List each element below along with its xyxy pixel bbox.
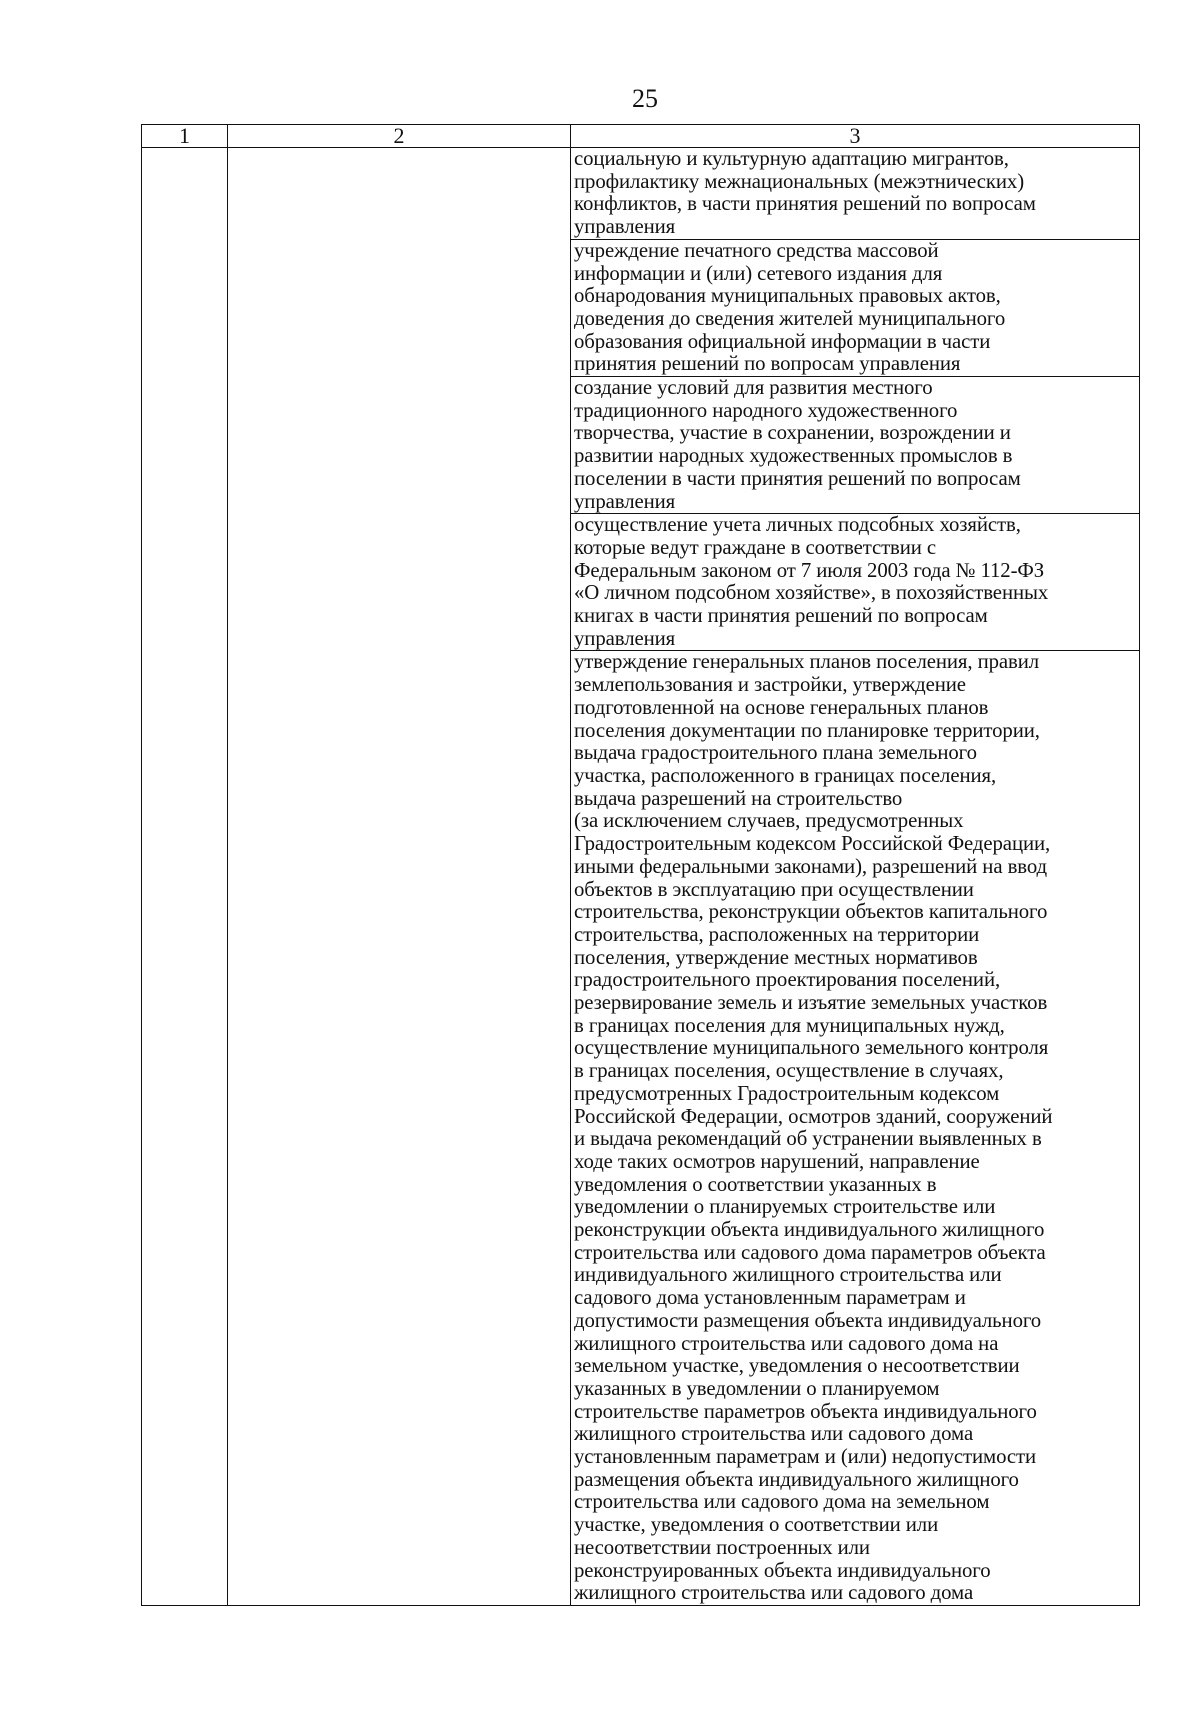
table-cell-col3 <box>571 148 1140 240</box>
table-cell-col3 <box>571 514 1140 651</box>
row-text: социальную и культурную адаптацию мигрантов, профилактику межнациональных (межэтнических) конфликтов, в части принятия решений по вопросам управления <box>574 147 1036 239</box>
column-header-1: 1 <box>142 125 228 148</box>
table-cell-col1 <box>142 148 228 1606</box>
page-number: 25 <box>632 84 658 113</box>
table-cell-col3 <box>571 239 1140 376</box>
document-table <box>141 124 1140 1606</box>
column-header-2: 2 <box>228 125 571 148</box>
table-cell-col3 <box>571 651 1140 1606</box>
column-header-3: 3 <box>571 125 1140 148</box>
row-text: утверждение генеральных планов поселения, правил землепользования и застройки, утверждение подготовленной на основе генеральных планов поселения документации по планировке территории, выдача градостроительного плана земельного участка, расположенного в границах поселения, выдача разрешений на строительство (за исключением случаев, предусмотренных Градостроительным кодексом Российской Федерации, иными федеральными законами), разрешений на ввод объектов в эксплуатацию при осуществлении строительства, реконструкции объектов капитального строительства, расположенных на территории поселения, утверждение местных нормативов градостроительного проектирования поселений, резервирование земель и изъятие земельных участков в границах поселения для муниципальных нужд, осуществление муниципального земельного контроля в границах поселения, осуществление в случаях, предусмотренных Градостроительным кодексом Российской Федерации, осмотров зданий, сооружений и выдача рекомендаций об устранении выявленных в ходе таких осмотров нарушений, направление уведомления о соответствии указанных в уведомлении о планируемых строительстве или реконструкции объекта индивидуального жилищного строительства или садового дома параметров объекта индивидуального жилищного строительства или садового дома установленным параметрам и допустимости размещения объекта индивидуального жилищного строительства или садового дома на земельном участке, уведомления о несоответствии указанных в уведомлении о планируемом строительстве параметров объекта индивидуального жилищного строительства или садового дома установленным параметрам и (или) недопустимости размещения объекта индивидуального жилищного строительства или садового дома на земельном участке, уведомления о соответствии или несоответствии построенных или реконструированных объекта индивидуального жилищного строительства или садового дома <box>574 650 1053 1605</box>
row-text: создание условий для развития местного традиционного народного художественного творчества, участие в сохранении, возрождении и развитии народных художественных промыслов в поселении в части принятия решений по вопросам управления <box>574 376 1021 513</box>
table-cell-col2 <box>228 148 571 1606</box>
table-header-row <box>142 125 1140 148</box>
table-row <box>142 148 1140 240</box>
table-cell-col3 <box>571 377 1140 514</box>
row-text: осуществление учета личных подсобных хозяйств, которые ведут граждане в соответствии с Федеральным законом от 7 июля 2003 года № 112-ФЗ «О личном подсобном хозяйстве», в похозяйственных книгах в части принятия решений по вопросам управления <box>574 513 1049 650</box>
row-text: учреждение печатного средства массовой информации и (или) сетевого издания для обнародования муниципальных правовых актов, доведения до сведения жителей муниципального образования официальной информации в части принятия решений по вопросам управления <box>574 238 1006 376</box>
